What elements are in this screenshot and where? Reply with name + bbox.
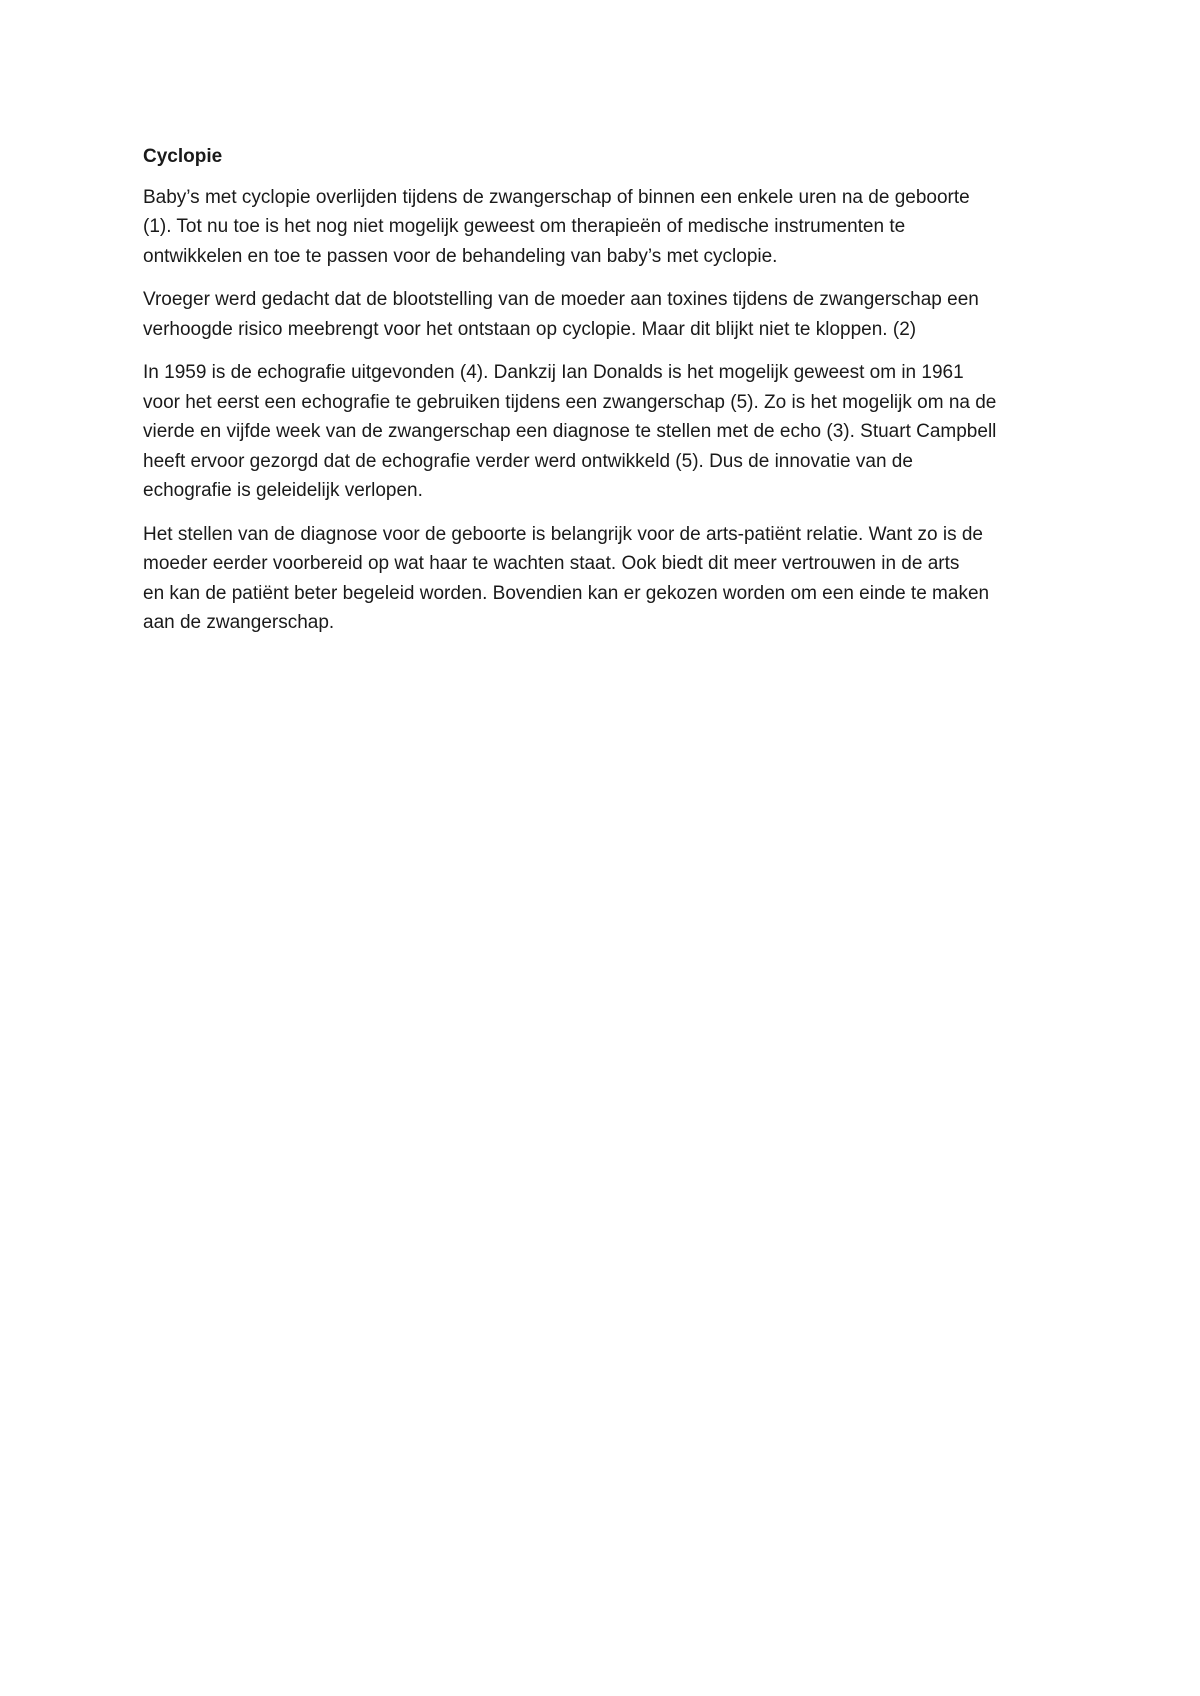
paragraph-2 — [143, 285, 1073, 344]
paragraph-line: heeft ervoor gezorgd dat de echografie verder werd ontwikkeld (5). Dus de innovatie van de — [143, 450, 913, 472]
paragraph-line: Het stellen van de diagnose voor de geboorte is belangrijk voor de arts-patiënt relatie. Want zo is de — [143, 523, 983, 545]
paragraph-line: Baby’s met cyclopie overlijden tijdens de zwangerschap of binnen een enkele uren na de geboorte — [143, 186, 970, 208]
paragraph-line: In 1959 is de echografie uitgevonden (4). Dankzij Ian Donalds is het mogelijk geweest om in 1961 — [143, 362, 964, 383]
paragraph-line: ontwikkelen en toe te passen voor de behandeling van baby’s met cyclopie. — [143, 245, 778, 267]
document-body — [143, 142, 1073, 652]
paragraph-line: moeder eerder voorbereid op wat haar te wachten staat. Ook biedt dit meer vertrouwen in de arts — [143, 553, 960, 574]
paragraph-3 — [143, 358, 1073, 506]
paragraph-line: aan de zwangerschap. — [143, 612, 335, 633]
document-title: Cyclopie — [143, 146, 223, 167]
paragraph-line: en kan de patiënt beter begeleid worden. Bovendien kan er gekozen worden om een einde te maken — [143, 582, 990, 604]
paragraph-line: echografie is geleidelijk verlopen. — [143, 480, 423, 501]
paragraph-line: voor het eerst een echografie te gebruiken tijdens een zwangerschap (5). Zo is het mogelijk om na de — [143, 391, 997, 413]
paragraph-line: Vroeger werd gedacht dat de blootstelling van de moeder aan toxines tijdens de zwangerschap een — [143, 289, 979, 310]
paragraph-line: vierde en vijfde week van de zwangerschap een diagnose te stellen met de echo (3). Stuart Campbell — [143, 421, 997, 442]
paragraph-line: verhoogde risico meebrengt voor het ontstaan op cyclopie. Maar dit blijkt niet te kloppen. (2) — [143, 318, 917, 340]
paragraph-4 — [143, 520, 1073, 638]
paragraph-1 — [143, 183, 1073, 272]
paragraph-line: (1). Tot nu toe is het nog niet mogelijk geweest om therapieën of medische instrumenten te — [143, 216, 906, 237]
